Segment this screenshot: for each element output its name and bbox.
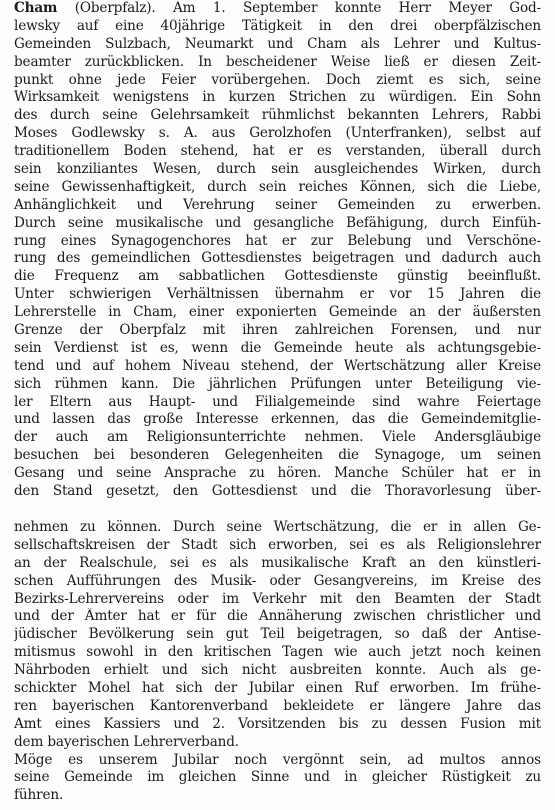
article-headword: Cham [14, 0, 58, 16]
article-line: an der Realschule, sei es als musikalische Kraft an den künstleri- [14, 554, 541, 571]
article-line: den Stand gesetzt, den Gottesdienst und die Thoravorlesung über- [14, 483, 541, 500]
article-line: sein konziliantes Wesen, durch sein ausgleichendes Wirken, durch [14, 161, 541, 178]
article-line: jüdischer Bevölkerung sein gut Teil beigetragen, so daß der Antise- [14, 626, 541, 643]
article-line: der auch am Religionsunterrichte nehmen. Viele Andersgläubige [14, 429, 541, 446]
article-column-part-2 [14, 519, 541, 805]
article-line: ren bayerischen Kantorenverband bekleidete er längere Jahre das [14, 697, 541, 714]
article-line: sellschaftskreisen der Stadt sich erworben, sei es als Religionslehrer [14, 536, 541, 553]
article-line: besuchen bei besonderen Gelegenheiten die Synagoge, um seinen [14, 447, 541, 464]
article-line: Wirksamkeit wenigstens in kurzen Strichen zu würdigen. Ein Sohn [14, 89, 541, 106]
article-line: Moses Godlewsky s. A. aus Gerolzhofen (Unterfranken), selbst auf [14, 125, 541, 142]
article-line: Anhänglichkeit und Verehrung seiner Gemeinden zu erwerben. [14, 196, 541, 213]
article-line: dem bayerischen Lehrerverband. [14, 733, 239, 750]
article-column-part-1 [14, 0, 541, 501]
article-line: und lassen das große Interesse erkennen, das die Gemeindemitglie- [14, 411, 541, 428]
article-line: schen Aufführungen des Musik- oder Gesangvereins, im Kreise des [14, 572, 541, 589]
article-line: Gemeinden Sulzbach, Neumarkt und Cham als Lehrer und Kultus- [14, 35, 541, 52]
article-line: Grenze der Oberpfalz mit ihren zahlreichen Forensen, und nur [14, 322, 541, 339]
article-line: lewsky auf eine 40jährige Tätigkeit in den drei oberpfälzischen [14, 17, 541, 34]
article-line-text: (Oberpfalz). Am 1. September konnte Herr Meyer God- [57, 0, 541, 16]
article-line: ler Eltern aus Haupt- und Filialgemeinde sind wahre Feiertage [14, 393, 541, 410]
article-line: die Frequenz am sabbatlichen Gottesdienste günstig beeinflußt. [14, 268, 541, 285]
article-line: traditionellem Boden stehend, hat er es verstanden, überall durch [14, 143, 541, 160]
article-line: punkt ohne jede Feier vorübergehen. Doch ziemt es sich, seine [14, 71, 541, 88]
article-line: mitismus sowohl in den kritischen Tagen wie auch jetzt noch keinen [14, 644, 541, 661]
article-line: rung eines Synagogenchores hat er zur Belebung und Verschöne- [14, 232, 541, 249]
article-line: Lehrerstelle in Cham, einer exponierten Gemeinde an der äußersten [14, 304, 541, 321]
article-line: Durch seine musikalische und gesangliche Befähigung, durch Einfüh- [14, 214, 541, 231]
article-line [14, 0, 541, 18]
article-line: seine Gemeinde im gleichen Sinne und in gleicher Rüstigkeit zu [14, 769, 541, 786]
article-line: des durch seine Gelehrsamkeit rühmlichst bekannten Lehrers, Rabbi [14, 107, 541, 124]
article-line: nehmen zu können. Durch seine Wertschätzung, die er in allen Ge- [14, 519, 541, 535]
article-line: Gesang und seine Ansprache zu hören. Manche Schüler hat er in [14, 465, 541, 482]
article-line: sein Verdienst ist es, wenn die Gemeinde heute als achtungsgebie- [14, 339, 541, 356]
article-line: tend und auf hohem Niveau stehend, der Wertschätzung aller Kreise [14, 357, 541, 374]
article-line: Bezirks-Lehrervereins oder im Verkehr mit den Beamten der Stadt [14, 590, 541, 607]
article-line: rung des gemeindlichen Gottesdienstes beigetragen und dadurch auch [14, 250, 541, 267]
article-line: Amt eines Kassiers und 2. Vorsitzenden bis zu dessen Fusion mit [14, 715, 541, 732]
article-line: führen. [14, 787, 64, 804]
article-line: Möge es unserem Jubilar noch vergönnt sein, ad multos annos [14, 751, 541, 768]
article-line: sich rühmen kann. Die jährlichen Prüfungen unter Beteiligung vie- [14, 375, 541, 392]
article-line: beamter zurückblicken. In bescheidener Weise ließ er diesen Zeit- [14, 53, 541, 70]
article-line: und der Ämter hat er für die Annäherung zwischen christlicher und [14, 608, 541, 625]
article-line: Nährboden erhielt und sich nicht ausbreiten konnte. Auch als ge- [14, 662, 541, 679]
article-line: schickter Mohel hat sich der Jubilar einen Ruf erworben. Im frühe- [14, 680, 541, 697]
article-line: Unter schwierigen Verhältnissen übernahm er vor 15 Jahren die [14, 286, 541, 303]
article-line: seine Gewissenhaftigkeit, durch sein reiches Können, sich die Liebe, [14, 178, 541, 195]
